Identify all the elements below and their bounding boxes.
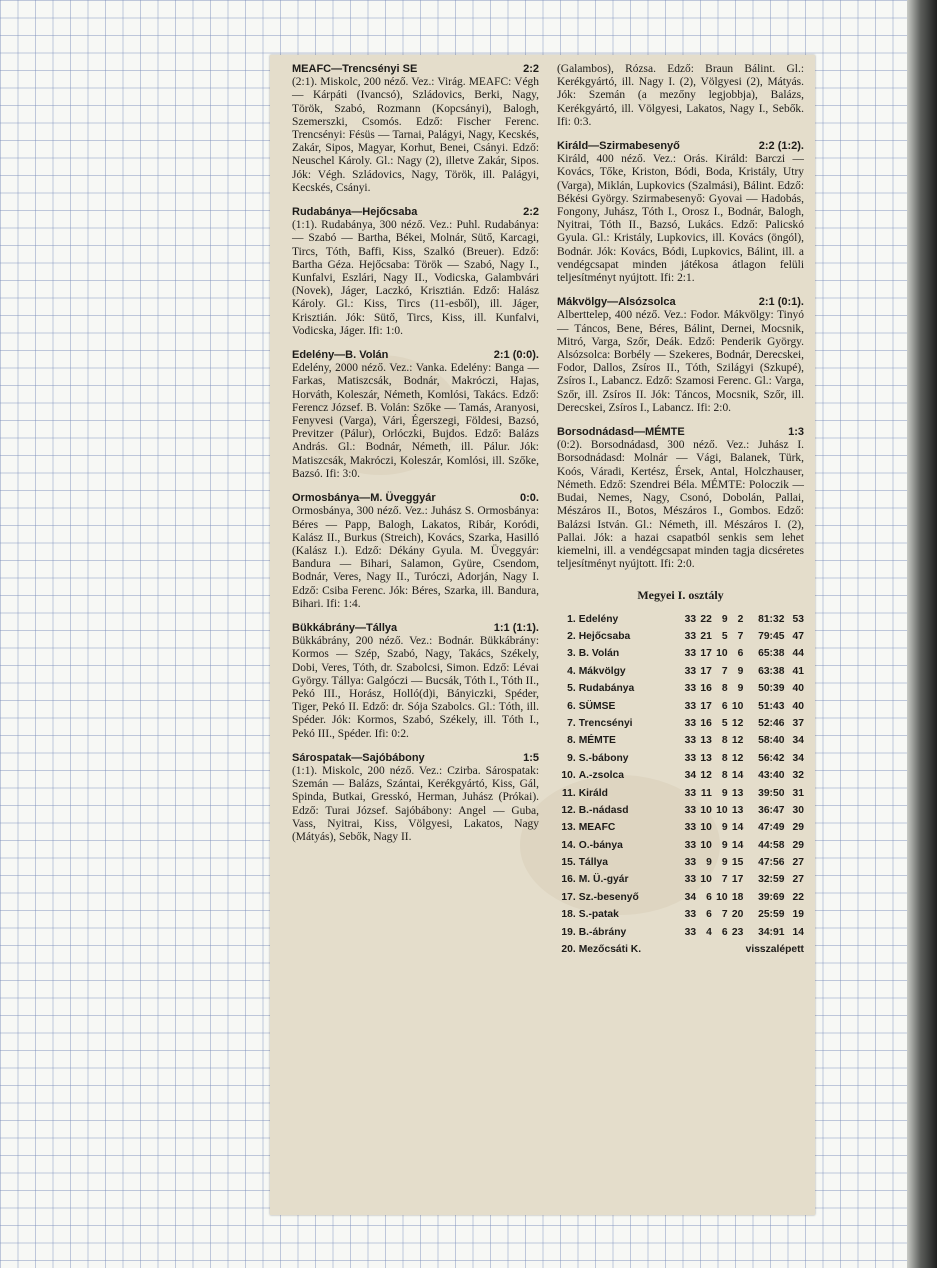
rank-cell: 5. xyxy=(567,683,576,695)
match-heading xyxy=(292,492,539,505)
rank-cell: 8. xyxy=(567,735,576,747)
notebook-binding xyxy=(907,0,937,1268)
wins-cell: 17 xyxy=(700,648,712,660)
match-report-continued xyxy=(557,63,804,129)
losses-cell: 12 xyxy=(731,717,744,729)
goals-cell: 50:39 xyxy=(758,683,785,695)
points-cell: 19 xyxy=(792,909,804,921)
played-cell: 33 xyxy=(684,735,697,747)
match-body: (2:1). Miskolc, 200 néző. Vez.: Virág. MEAFC: Végh — Kárpáti (Ivancsó), Szládovics, Berki, Nagy, Török, Szabó, Rozmann (Kopcsányi), Balogh, Szemerszki, Csomós. Edző: Fischer Ferenc. Trencsényi: Fésüs — Tarnai, Palágyi, Nagy, Kecskés, Zakár, Sipos, Magyar, Korhut, Benei, Csányi. Edző: Neuschel Károly. Gl.: Nagy (2), illetve Zakár, Sipos. Jók: Végh. Szládovics, Nagy, Török, ill. Palágyi, Kecskés, Csányi. xyxy=(292,76,539,194)
match-body: Edelény, 2000 néző. Vez.: Vanka. Edelény: Banga — Farkas, Matiszcsák, Bodnár, Makróczi, Hajas, Horváth, Koleszár, Németh, Komlósi, Takács. Edző: Ferencz József. B. Volán: Szőke — Tamás, Aranyosi, Fenyvesi (Varga), Vári, Égerszegi, Földesi, Bazsó, Previtzer (Pálur), Orlóczki, Bujdos. Edző: Balázs András. Gl.: Bodnár, Németh, ill. Pálur. Jók: Matiszcsák, Makróczi, Koleszár, Komlósi, ill. Szőke, Bazsó. Ifi: 3:0. xyxy=(292,362,539,480)
points-cell: 34 xyxy=(792,752,804,764)
match-body: (1:1). Miskolc, 200 néző. Vez.: Czirba. Sárospatak: Szemán — Balázs, Szántai, Kerékgyártó, Kiss, Gál, Spinda, Butkai, Gresskó, Herman, Juhász (Prókai). Edző: Turai József. Sajóbábony: Angel — Guba, Vass, Nyitrai, Kiss, Völgyesi, Lakatos, Nagy (Mátyás), Sebők, Nagy II. xyxy=(292,764,539,843)
played-cell: 33 xyxy=(684,717,697,729)
points-cell: 30 xyxy=(792,804,804,816)
match-heading xyxy=(292,622,539,635)
table-row xyxy=(557,802,804,819)
table-row xyxy=(557,854,804,871)
team-cell: O.-bánya xyxy=(578,839,623,851)
match-body: Bükkábrány, 200 néző. Vez.: Bodnár. Bükkábrány: Kormos — Szép, Szabó, Nagy, Takács, Székely, Dobi, Veres, Tóth, dr. Szabolcsi, Simon. Edző: Lévai György. Tállya: Galgóczi — Bucsák, Tóth I., Tóth II., Pekó III., Horász, Holló(d)i, Bányiczki, Spéder, Tiger, Pekó II. Edző: dr. Sója Szabolcs. Gl.: Tóth, ill. Spéder. Jók: Kormos, Szabó, Székely, ill. Tóth I., Pekó III., Spéder. Ifi: 0:2. xyxy=(292,635,539,740)
goals-cell: 81:32 xyxy=(758,613,785,625)
losses-cell: 14 xyxy=(731,770,744,782)
draws-cell: 8 xyxy=(721,683,728,695)
rank-cell: 13. xyxy=(561,822,576,834)
draws-cell: 7 xyxy=(721,909,728,921)
losses-cell: 15 xyxy=(731,857,744,869)
played-cell: 33 xyxy=(684,787,697,799)
rank-cell: 1. xyxy=(567,613,576,625)
table-row xyxy=(557,715,804,732)
team-cell: Trencsényi xyxy=(578,717,633,729)
points-cell: 14 xyxy=(792,926,804,938)
goals-cell: 52:46 xyxy=(758,717,785,729)
draws-cell: 8 xyxy=(721,735,728,747)
goals-cell: 36:47 xyxy=(758,804,785,816)
table-row xyxy=(557,750,804,767)
goals-cell: 32:59 xyxy=(758,874,785,886)
played-cell: 33 xyxy=(684,839,697,851)
goals-cell: 39:69 xyxy=(758,891,785,903)
table-row-withdrawn xyxy=(557,941,804,958)
losses-cell: 18 xyxy=(731,891,744,903)
newspaper-clipping xyxy=(270,55,815,1215)
match-heading xyxy=(557,140,804,153)
team-cell: MEAFC xyxy=(578,822,616,834)
draws-cell: 7 xyxy=(721,874,728,886)
points-cell: 44 xyxy=(792,648,804,660)
rank-cell: 17. xyxy=(561,891,576,903)
table-row xyxy=(557,819,804,836)
losses-cell: 9 xyxy=(737,683,744,695)
losses-cell: 23 xyxy=(731,926,744,938)
match-report xyxy=(292,622,539,741)
table-row xyxy=(557,837,804,854)
points-cell: 40 xyxy=(792,700,804,712)
match-body: (1:1). Rudabánya, 300 néző. Vez.: Puhl. Rudabánya: — Szabó — Bartha, Békei, Molnár, Sütő, Karcagi, Tircs, Tóth, Baffi, Kiss, Szalkó (Breuer). Edző: Bartha Géza. Hejőcsaba: Török — Szabó, Nagy I., Kunfalvi, Eszlári, Nagy II., Vodicska, Galambvári (Novek), Jáger, Laczkó, Krisztián. Edző: Halász Károly. Gl.: Kiss, Tircs (11-esből), ill. Jáger, Krisztián. Jók: Sütő, Tircs, Kiss, ill. Kunfalvi, Vodicska, Jáger. Ifi: 1:0. xyxy=(292,219,539,337)
points-cell: 22 xyxy=(792,891,804,903)
rank-cell: 2. xyxy=(567,631,576,642)
wins-cell: 6 xyxy=(706,909,712,921)
match-title: MEAFC—Trencsényi SE xyxy=(292,63,418,75)
losses-cell: 2 xyxy=(737,613,744,625)
played-cell: 33 xyxy=(684,874,697,886)
match-score: 2:1 (0:1). xyxy=(758,296,804,309)
goals-cell: 34:91 xyxy=(758,926,785,938)
wins-cell: 4 xyxy=(706,926,712,938)
match-score: 2:2 xyxy=(523,63,539,75)
match-score: 0:0. xyxy=(520,492,539,505)
draws-cell: 8 xyxy=(721,770,728,782)
match-title: Borsodnádasd—MÉMTE xyxy=(557,426,685,439)
match-report xyxy=(292,492,539,611)
wins-cell: 11 xyxy=(700,787,712,799)
rank-cell: 18. xyxy=(561,909,576,921)
table-row xyxy=(557,924,804,941)
match-title: Ormosbánya—M. Üveggyár xyxy=(292,492,436,505)
rank-cell: 11. xyxy=(561,787,576,799)
points-cell: 53 xyxy=(792,613,804,625)
match-heading xyxy=(292,752,539,765)
wins-cell: 16 xyxy=(700,683,712,695)
losses-cell: 20 xyxy=(731,909,744,921)
match-title: Bükkábrány—Tállya xyxy=(292,621,398,634)
match-report xyxy=(557,140,804,285)
team-cell: B. Volán xyxy=(578,648,620,660)
losses-cell: 9 xyxy=(737,665,744,677)
points-cell: 31 xyxy=(792,787,804,799)
losses-cell: 13 xyxy=(731,787,744,799)
match-title: Edelény—B. Volán xyxy=(292,349,389,362)
points-cell: 41 xyxy=(792,665,804,677)
losses-cell: 6 xyxy=(737,648,744,660)
draws-cell: 10 xyxy=(716,891,728,903)
wins-cell: 13 xyxy=(700,752,712,764)
played-cell: 33 xyxy=(684,631,697,642)
match-body: Ormosbánya, 300 néző. Vez.: Juhász S. Ormosbánya: Béres — Papp, Balogh, Lakatos, Ribár, Koródi, Kalász II., Burkus (Streich), Kovács, Szarka, Hasilló (Kalász I.). Edző: Dékány Gyula. M. Üveggyár: Bandura — Bihari, Salamon, Gyüre, Csendom, Bodnár, Veres, Nagy II., Turóczi, Adorján, Nagy I. Edző: Csiba Ferenc. Jók: Béres, Szarka, ill. Bandura, Bihari. Ifi: 1:4. xyxy=(292,505,539,610)
goals-cell: 56:42 xyxy=(758,752,785,764)
team-cell: SÜMSE xyxy=(578,700,616,712)
table-row xyxy=(557,767,804,784)
team-cell: S.-bábony xyxy=(578,752,629,764)
draws-cell: 5 xyxy=(721,717,728,729)
losses-cell: 14 xyxy=(731,822,744,834)
match-heading xyxy=(557,296,804,309)
draws-cell: 10 xyxy=(716,804,728,816)
match-report xyxy=(292,206,539,338)
match-report xyxy=(292,63,539,195)
played-cell: 33 xyxy=(684,804,697,816)
losses-cell: 10 xyxy=(731,700,744,712)
goals-cell: 43:40 xyxy=(758,770,785,782)
match-score: 2:2 (1:2). xyxy=(758,140,804,153)
goals-cell: 25:59 xyxy=(758,909,785,921)
match-body: Királd, 400 néző. Vez.: Orás. Királd: Barczi — Kovács, Tőke, Kriston, Bódi, Boda, Kristály, Utry (Varga), Miklán, Lupkovics (Szalmási), Bálint. Edző: Békési György. Szirmabesenyő: Gyovai — Hadobás, Fongony, Juhász, Tóth I., Orosz I., Bodnár, Balogh, Nyitrai, Tóth II., Bazsó, Lukács. Edző: Palicskó Gyula. Gl.: Kristály, Lupkovics, ill. Kovács (öngól), Bodnár. Jók: Kovács, Bódi, Lupkovics, Bálint, ill. a vendégcsapat minden játékosa átlagon felüli teljesítményt nyújtott. Ifi: 2:1. xyxy=(557,153,804,285)
played-cell: 33 xyxy=(684,909,697,921)
wins-cell: 10 xyxy=(700,822,712,834)
team-cell: A.-zsolca xyxy=(578,770,624,782)
wins-cell: 16 xyxy=(700,717,712,729)
withdrawn-note: visszalépett xyxy=(745,944,804,956)
wins-cell: 13 xyxy=(700,735,712,747)
losses-cell: 12 xyxy=(731,735,744,747)
losses-cell: 17 xyxy=(731,874,744,886)
standings-table xyxy=(557,611,804,959)
goals-cell: 39:50 xyxy=(758,787,785,799)
goals-cell: 63:38 xyxy=(758,665,785,677)
team-cell: Rudabánya xyxy=(578,683,635,695)
match-report xyxy=(292,752,539,844)
team-cell: Sz.-besenyő xyxy=(578,891,639,903)
played-cell: 33 xyxy=(684,926,697,938)
draws-cell: 9 xyxy=(721,857,728,869)
losses-cell: 13 xyxy=(731,804,744,816)
goals-cell: 51:43 xyxy=(758,700,785,712)
table-row xyxy=(557,697,804,714)
draws-cell: 6 xyxy=(721,700,728,712)
points-cell: 29 xyxy=(792,839,804,851)
rank-cell: 14. xyxy=(561,839,576,851)
rank-cell: 9. xyxy=(567,752,576,764)
match-title: Mákvölgy—Alsózsolca xyxy=(557,296,676,309)
rank-cell: 3. xyxy=(567,648,576,660)
match-body: (0:2). Borsodnádasd, 300 néző. Vez.: Juhász I. Borsodnádasd: Molnár — Vági, Balanek, Türk, Koós, Váradi, Kertész, Érsek, Antal, Holczhauser, Németh. Edző: Szendrei Béla. MÉMTE: Poloczik — Budai, Nemes, Nagy, Csonó, Dobolán, Pallai, Mészáros II., Botos, Mészáros I., Gombos. Edző: Balázsi István. Gl.: Németh, ill. Mészáros I. (2), Pallai. Jók: a hazai csapatból senkis sem lehet kiemelni, ill. a vendégcsapat minden tagja dicséretes teljesítményt nyújtott. Ifi: 2:0. xyxy=(557,439,804,571)
match-heading xyxy=(292,63,539,76)
team-cell: Tállya xyxy=(578,857,608,869)
played-cell: 33 xyxy=(684,752,697,764)
points-cell: 40 xyxy=(792,683,804,695)
points-cell: 27 xyxy=(792,874,804,886)
played-cell: 33 xyxy=(684,683,697,695)
wins-cell: 21 xyxy=(700,631,712,642)
team-cell: Mezőcsáti K. xyxy=(578,944,642,956)
rank-cell: 4. xyxy=(567,665,576,677)
played-cell: 34 xyxy=(684,770,697,782)
losses-cell: 12 xyxy=(731,752,744,764)
played-cell: 33 xyxy=(684,665,697,677)
table-row xyxy=(557,663,804,680)
wins-cell: 9 xyxy=(706,857,712,869)
losses-cell: 7 xyxy=(737,631,744,642)
left-column xyxy=(292,63,539,855)
points-cell: 29 xyxy=(792,822,804,834)
team-cell: B.-nádasd xyxy=(578,804,629,816)
match-report xyxy=(557,426,804,571)
played-cell: 33 xyxy=(684,613,697,625)
points-cell: 37 xyxy=(792,717,804,729)
match-heading xyxy=(292,206,539,219)
table-row xyxy=(557,680,804,697)
draws-cell: 8 xyxy=(721,752,728,764)
losses-cell: 14 xyxy=(731,839,744,851)
match-score: 1:1 (1:1). xyxy=(493,621,539,634)
team-cell: Mákvölgy xyxy=(578,665,626,677)
rank-cell: 12. xyxy=(561,804,576,816)
goals-cell: 44:58 xyxy=(758,839,785,851)
draws-cell: 10 xyxy=(716,648,728,660)
team-cell: MÉMTE xyxy=(578,735,616,747)
goals-cell: 47:49 xyxy=(758,822,785,834)
match-report xyxy=(557,296,804,415)
played-cell: 33 xyxy=(684,857,697,869)
draws-cell: 9 xyxy=(721,839,728,851)
team-cell: Királd xyxy=(578,787,608,799)
table-row xyxy=(557,889,804,906)
wins-cell: 10 xyxy=(700,804,712,816)
match-score: 1:3 xyxy=(788,426,804,439)
draws-cell: 5 xyxy=(721,631,728,642)
wins-cell: 22 xyxy=(700,613,712,625)
table-row xyxy=(557,732,804,749)
team-cell: Hejőcsaba xyxy=(578,631,631,642)
match-report xyxy=(292,349,539,481)
rank-cell: 7. xyxy=(567,717,576,729)
table-row xyxy=(557,871,804,888)
match-heading xyxy=(557,426,804,439)
team-cell: M. Ü.-gyár xyxy=(578,874,629,886)
points-cell: 27 xyxy=(792,857,804,869)
right-column xyxy=(557,63,804,958)
wins-cell: 17 xyxy=(700,665,712,677)
rank-cell: 6. xyxy=(567,700,576,712)
table-row xyxy=(557,784,804,801)
wins-cell: 6 xyxy=(706,891,712,903)
points-cell: 47 xyxy=(792,631,804,642)
rank-cell: 10. xyxy=(561,770,576,782)
wins-cell: 12 xyxy=(700,770,712,782)
goals-cell: 79:45 xyxy=(758,631,785,642)
table-row xyxy=(557,645,804,662)
match-heading xyxy=(292,349,539,362)
draws-cell: 9 xyxy=(721,822,728,834)
goals-cell: 47:56 xyxy=(758,857,785,869)
match-body: (Galambos), Rózsa. Edző: Braun Bálint. Gl.: Kerékgyártó, ill. Nagy I. (2), Völgyesi (2), Mátyás. Jók: Szemán (a mezőny legjobbja), Balázs, Kerékgyártó, ill. Völgyesi, Lakatos, Nagy I., Sebők. Ifi: 0:3. xyxy=(557,63,804,128)
table-row xyxy=(557,611,804,628)
rank-cell: 15. xyxy=(561,857,576,869)
table-row xyxy=(557,906,804,923)
team-cell: Edelény xyxy=(578,613,619,625)
match-title: Sárospatak—Sajóbábony xyxy=(292,751,425,764)
played-cell: 33 xyxy=(684,648,697,660)
rank-cell: 20. xyxy=(561,944,576,956)
wins-cell: 10 xyxy=(700,874,712,886)
points-cell: 34 xyxy=(792,735,804,747)
goals-cell: 65:38 xyxy=(758,648,785,660)
team-cell: S.-patak xyxy=(578,909,619,921)
match-title: Rudabánya—Hejőcsaba xyxy=(292,206,418,219)
rank-cell: 19. xyxy=(561,926,576,938)
played-cell: 33 xyxy=(684,822,697,834)
played-cell: 33 xyxy=(684,700,697,712)
table-row xyxy=(557,628,804,645)
played-cell: 34 xyxy=(684,891,697,903)
match-score: 2:2 xyxy=(523,206,539,219)
team-cell: B.-ábrány xyxy=(578,926,627,938)
wins-cell: 10 xyxy=(700,839,712,851)
standings-title: Megyei I. osztály xyxy=(637,588,724,603)
goals-cell: 58:40 xyxy=(758,735,785,747)
match-title: Királd—Szirmabesenyő xyxy=(557,140,680,153)
wins-cell: 17 xyxy=(700,700,712,712)
match-score: 1:5 xyxy=(523,751,539,764)
draws-cell: 9 xyxy=(721,613,728,625)
points-cell: 32 xyxy=(792,770,804,782)
draws-cell: 7 xyxy=(721,665,728,677)
match-score: 2:1 (0:0). xyxy=(493,349,539,362)
draws-cell: 6 xyxy=(721,926,728,938)
draws-cell: 9 xyxy=(721,787,728,799)
rank-cell: 16. xyxy=(561,874,576,886)
match-body: Alberttelep, 400 néző. Vez.: Fodor. Mákvölgy: Tinyó — Táncos, Bene, Béres, Bálint, Dernei, Mocsnik, Mitró, Varga, Szőr, Deák. Edző: Penderik György. Alsózsolca: Borbély — Szekeres, Bodnár, Derecskei, Fodor, Dallos, Zsíros II., Tóth, Szilágyi (Szkupé), Zsíros I., Labancz. Edző: Szamosi Ferenc. Gl.: Varga, Szőr, ill. Zsíros II. Jók: Táncos, Mocsnik, Szőr, ill. Derecskei, Zsíros I., Labancz. Ifi: 2:0. xyxy=(557,309,804,414)
